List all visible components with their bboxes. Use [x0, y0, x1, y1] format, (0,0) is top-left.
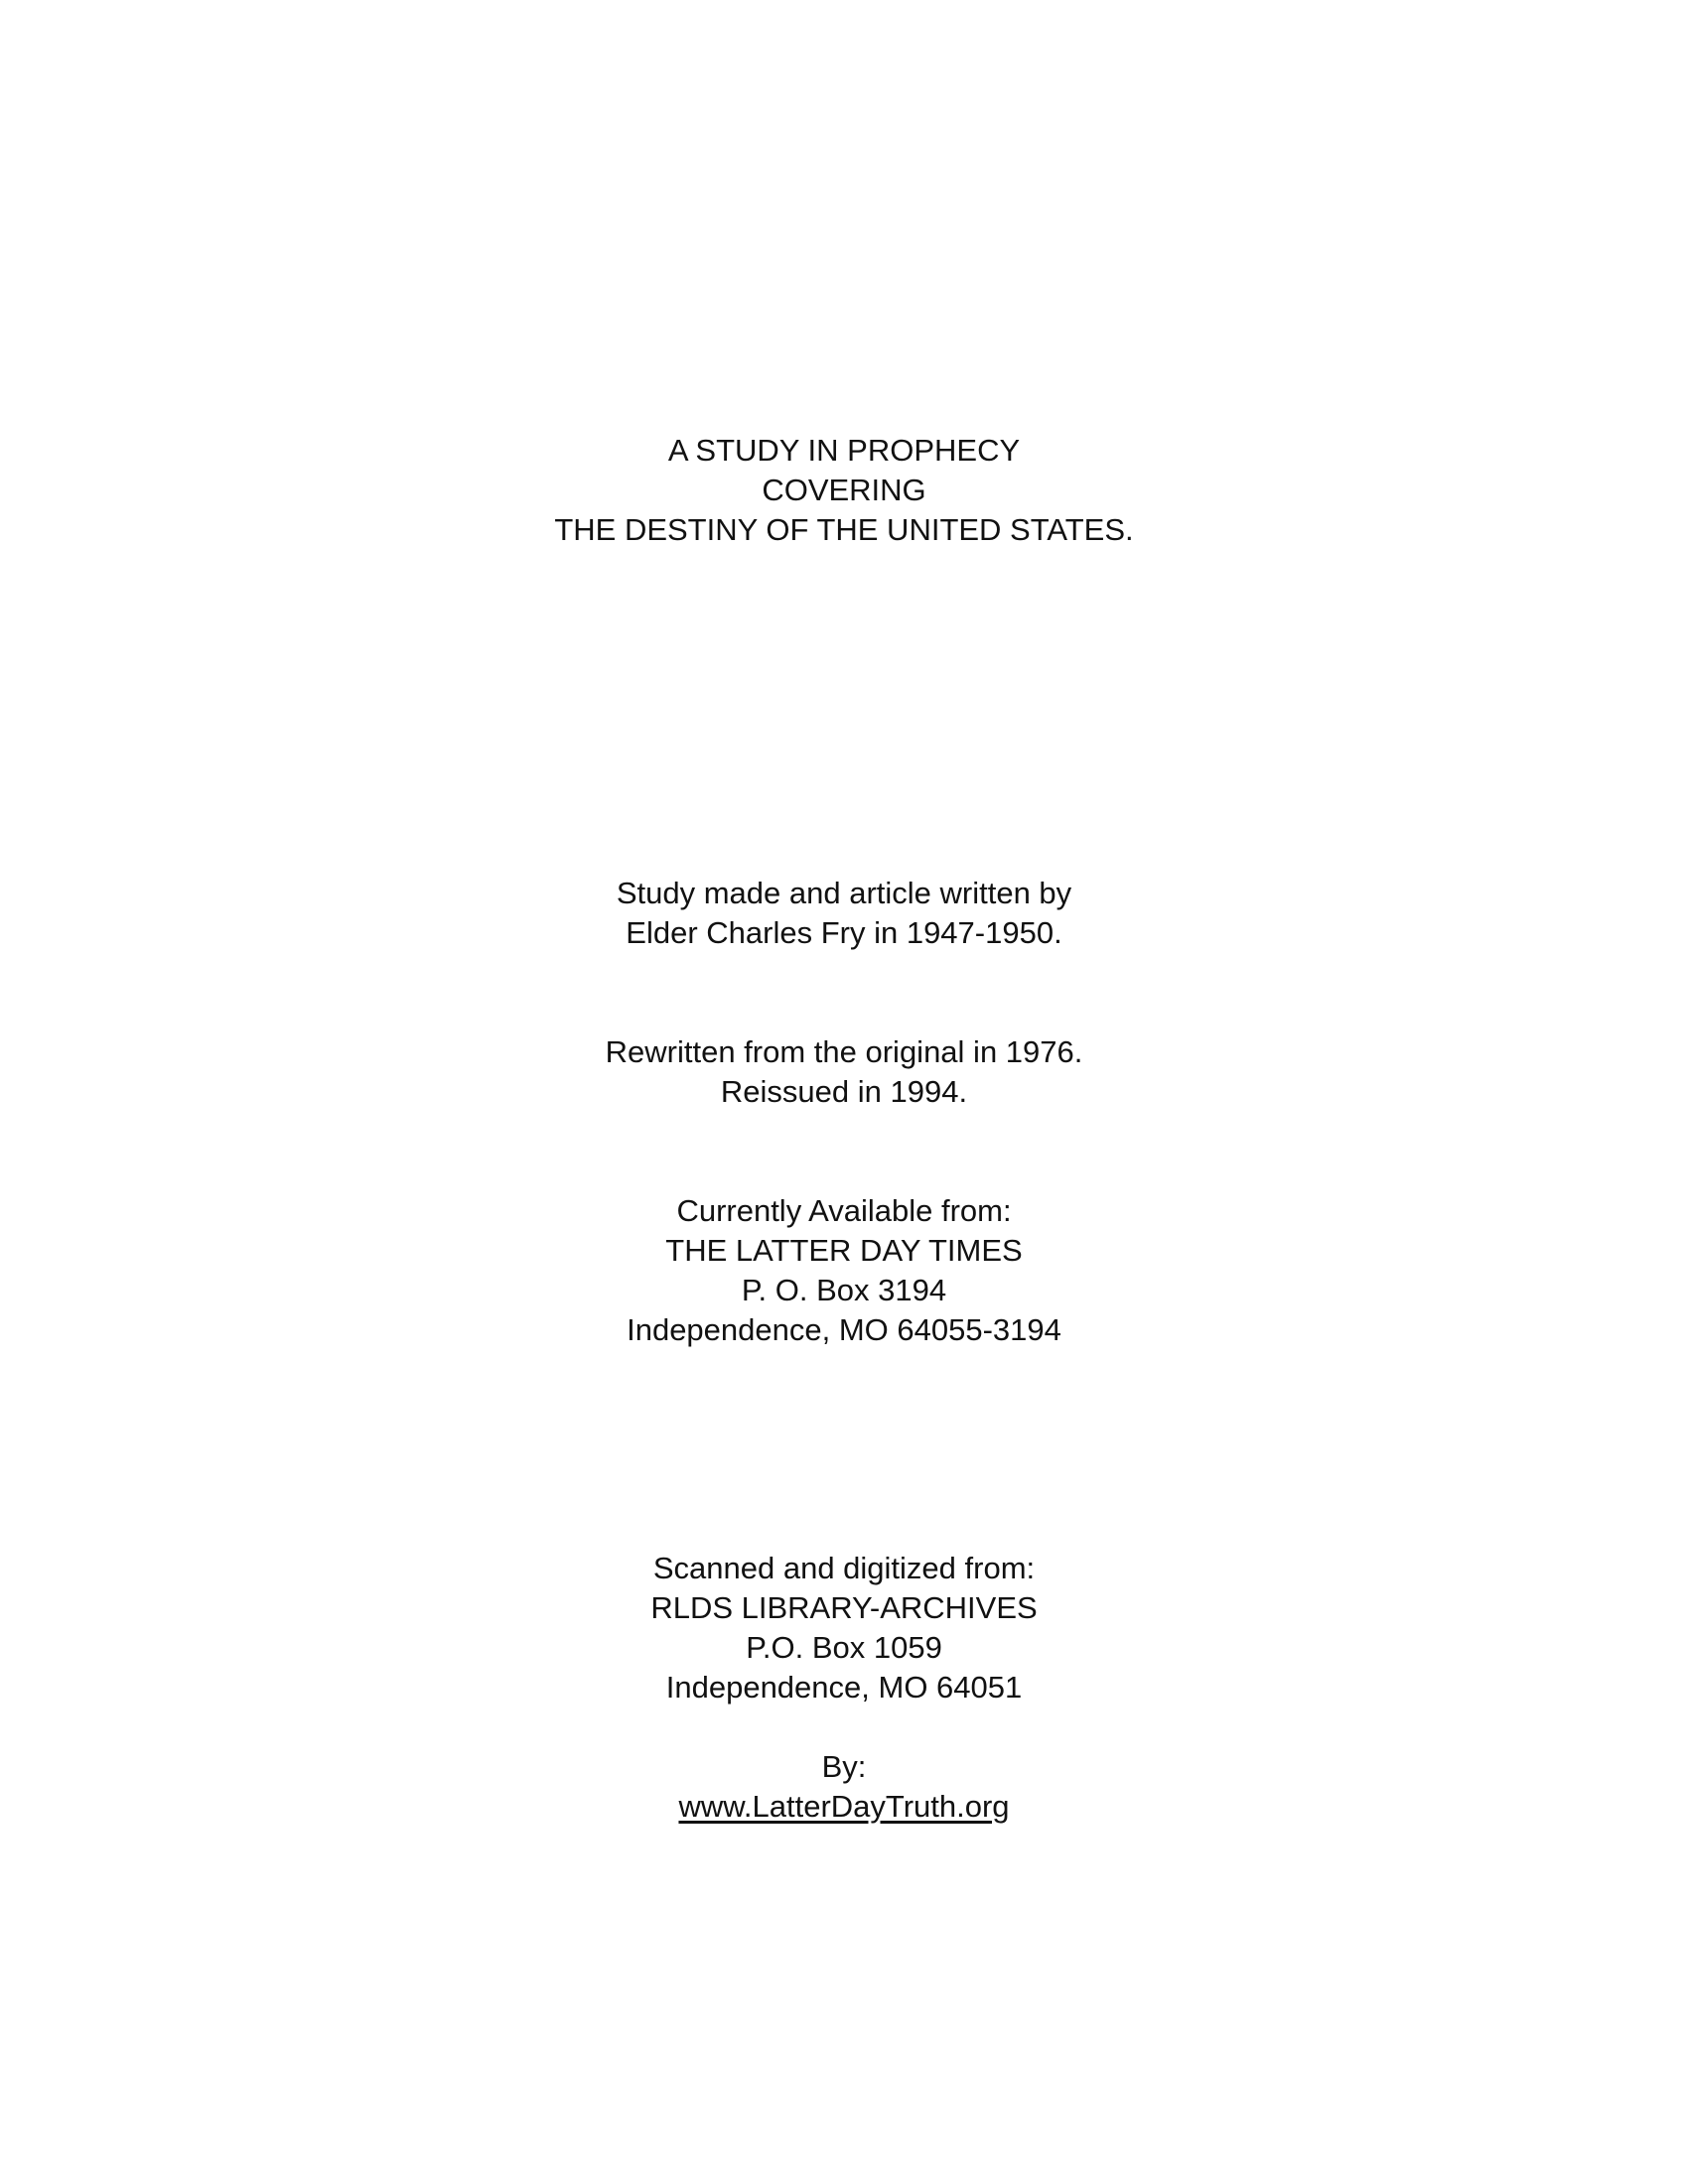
website-link[interactable]: www.LatterDayTruth.org: [678, 1789, 1010, 1824]
credit-block: [0, 1747, 1688, 1827]
availability-line-1: Currently Available from:: [676, 1193, 1012, 1228]
author-line-2: Elder Charles Fry in 1947-1950.: [626, 915, 1062, 950]
history-line-1: Rewritten from the original in 1976.: [605, 1034, 1083, 1069]
history-line-2: Reissued in 1994.: [720, 1074, 968, 1109]
document-title: [0, 431, 1688, 550]
availability-address: [0, 1191, 1688, 1350]
source-line-1: Scanned and digitized from:: [652, 1551, 1036, 1585]
author-note: [0, 874, 1688, 953]
source-address: [0, 1549, 1688, 1707]
by-label: By:: [821, 1749, 867, 1784]
availability-line-4: Independence, MO 64055-3194: [627, 1312, 1061, 1347]
website-line: [0, 1787, 1688, 1827]
source-line-4: Independence, MO 64051: [665, 1670, 1023, 1705]
author-line-1: Study made and article written by: [616, 876, 1072, 910]
availability-line-3: P. O. Box 3194: [741, 1273, 947, 1307]
title-line-1: A STUDY IN PROPHECY: [667, 433, 1021, 468]
availability-line-2: THE LATTER DAY TIMES: [665, 1233, 1023, 1268]
source-line-3: P.O. Box 1059: [746, 1630, 942, 1665]
source-line-2: RLDS LIBRARY-ARCHIVES: [650, 1590, 1038, 1625]
title-line-3: THE DESTINY OF THE UNITED STATES.: [554, 512, 1134, 547]
title-line-2: COVERING: [762, 473, 926, 507]
publication-history: [0, 1032, 1688, 1112]
